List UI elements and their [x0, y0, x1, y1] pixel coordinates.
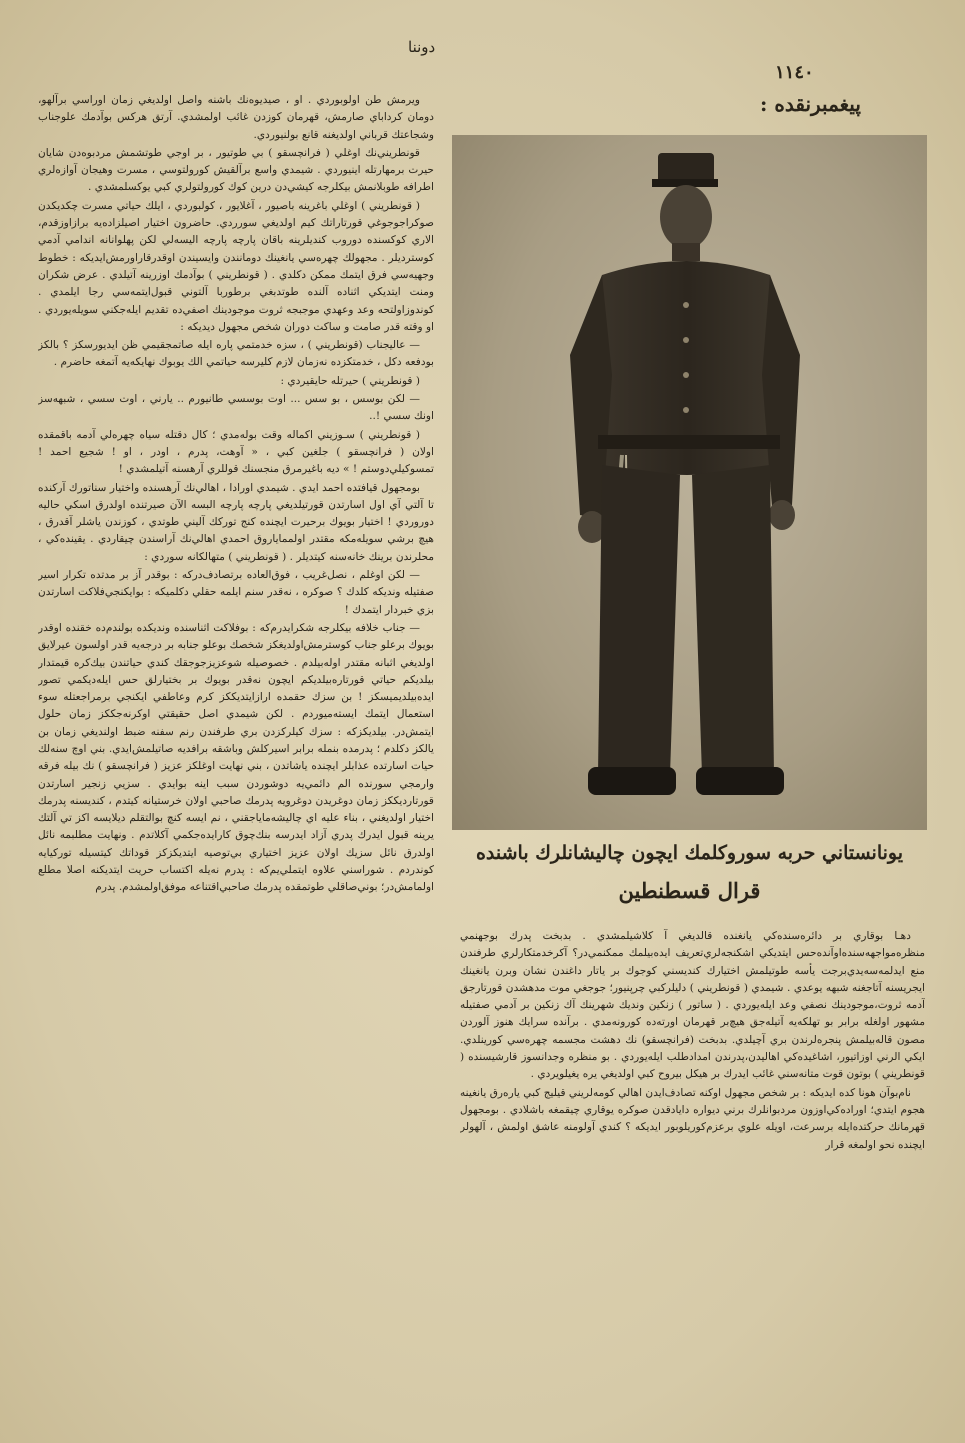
portrait-figure — [452, 135, 927, 830]
paragraph: دهـا بوقاري بر دائره‌سنده‌كي يانغنده قالديغي آ كلاشيلمشدي . بدبخت پدرك بوجهنمي منظره‌مواجهه‌سنده‌اوآنده‌حس ايتديكي اشكنجه‌لري‌تعريف ايده‌بيلمك ممكنمي‌در؟ آكرخدمتكارلري طرفندن منع ايدلمه‌سه‌يدي‌برجت يأسه طوتيلمش اختيارك كنديسني كوجوك بر ياتار داغندن نشان وبرن يانغينك ايجريسنه آتاجغنه شبهه يوعدي . شيمدي ( قونطريني ) دليلركبي چرپنيور؛ جوجغي موت مدهشدن قورتارجق آدمه ثروت،موجودينك نصفي وعد ايله‌يوردي . ( ساتور ) زنكين ونديك شهرينك آك زنكين بر آدمي صفتيله مشهور اولغله برابر بو تهلكه‌يه آتيله‌جق هيچ‌بر قهرمان اورته‌ده كورونه‌مدي . برآنده سرايك هنوز آلوردن مصون قاله‌بيلمش پنجره‌لرندن بري آچيلدي. بدبخت (فرانچسقو) نك دهشت مجسمه چهره‌سي كورينلدي. ايكي الرني اوزاتيور، اشاغيده‌كي اهاليدن،پدرندن امدادطلب ايله‌يوردي . بو منظره وجدانسوز قارشيسنده ( قونطريني ) بوتون قوت متانه‌سني غائب ايدرك بر هيكل بيروح كبي اولديغي يره يغيلويردي . — [460, 930, 925, 1081]
paragraph: ويرمش طن اولوبوردي . او ، صيديوه‌نك باشنه واصل اولديغي زمان اوراسي برآلهو، دومان كرداباي صارمش، قهرمان كوزدن غائب اولمشدي. آرتق هركس بوآدمك علوجناب وشجاعتك قرباني اولديغنه قانع بولنيوردي. — [38, 94, 434, 141]
paragraph: — عاليجناب (قونطريني ) ، سزه خدمتمي پاره ايله صاتمجقيمي ظن ايديورسكز ؟ بالكز بودفعه دكل ، خدمتكزده نه‌زمان لازم كليرسه حياتمي الك يوبوك نهايكه‌يه آتمغه حاضرم . — [38, 339, 434, 369]
trousers — [598, 465, 680, 775]
paragraph: ( قونطريني ) حيرتله حايقيردي : — [280, 374, 420, 387]
cap — [658, 153, 714, 183]
photo-caption-line-2: قرال قسطنطين — [618, 878, 761, 903]
article-title: پيغمبرنقده : — [760, 92, 861, 116]
right-text-column — [460, 928, 925, 1408]
paragraph: — لكن بوسس ، بو سس ... اوت بوسسي طانيورم .. يارني ، اوت سسي ، شبهه‌سز اونك سسي !.. — [38, 393, 434, 423]
paragraph: ( قونطريني ) اوغلي باغرينه باصيور ، آغلايور ، كولبوردي ، ايلك حياتي مسرت چكديكدن صوكراجوجوغي قورتاراتك كيم اولديغي سورردي. حاضرون اختيار اصيلزاده‌يه برازاوزقدم، الاري كوكسنده دوروب كنديلرينه باقان پارچه پارچه اليسه‌لي لكن پهلوانانه اندامي آدمي كوسترديلر . مجهولك چهره‌سي يانغينك دومانندن وايسيندن اوقدرقاراورمش‌ايديكه : خطوط وجهيه‌سي فرق ايتمك ممكن دكلدي . ( قونطريني ) بوآدمك اوزرينه آتيلدي . عرض شكران ومنت ايتديكي اثناده آلنده طوتدبغي برطوربا آلتوني قبول‌ايتمه‌سي رجا ايلمدي . كوندوزاولتحه وعد وعهدي موجبجه ثروت موجودينك اصفي‌ده تقديم ايله‌جكني سويله‌يوردي . او وقته قدر صامت و ساكت دوران شخص مجهول ديديكه : — [38, 199, 434, 333]
left-text-column — [38, 92, 434, 1397]
paragraph: — جناب خلافه بيكلرجه شكرايدرم‌كه : بوفلاكت اثناسنده ونديكده بولندم‌ده خقنده اوقدر بويوك برعلو جناب كوسترمش‌اولديغكز شخصك بوعلو جنابه بر درجه‌يه قدر اولسون عيرلايق اولديغي اثبانه مقتدر اوله‌بيلدم . خصوصيله شوعزيزجوجقك كندي حياتندن بيك‌كره قيمتدار بيلديكم حياتي قورتاره‌بيلديكم ايچون نه‌قدر بويوك بر بختيارلق حس ايله‌ديكمي تصور ايده‌بيلديميسكز ! بن سزك حقمده ارازايتديككز كرم وعاطفي ايكنجي برمراجعتله سوء استعمال ايتمك ايسته‌ميوردم . لكن شيمدي اصل حقيقتي اوكرنه‌جككز زمان حلول ايتمش‌در. بيلديكزكه : سزك كيلركزدن بري طرفندن رنم سفنه ضبط اولنديغي زمان بن يالكز دكلدم ؛ پدرمده بنمله برابر اسيركلش وباشقه برافديه صاتيلمش‌ايدي. بني اوچ سنه‌لك حيات اسارتده عذابلر ايچنده ياشاتدن ، بني نهايت اوغلكز عزيز ( فرانچسقو ) نك بيله فرقه وارمجي سورنده الم دائمي‌يه دوشوردن سبب اينه بوايدي . سزيي زنجير اسارتدن قورتارديككز زمان دوغريدن دوغرويه پدرمك صاحبي اولان خرستيانه كيتدم ، كنديسنه پدرمك اختيار اولديغني ، بناء عليه اي چاليشه‌ماياجقني ، نم ايسه كنچ بوالتقلم ديلايسه اكز تي آلتك يرينه قبول ايدرك پدري آزاد ايدرسه بنك‌چوق كارايده‌جكمي آكلاتدم . ونهايت مطلبمه نائل اولدرق نائل سزيك اولان عزيز اختياري بي‌توصيه ايتديكزكز قوداتك كيتسيله توركيايه كوندردم . شوراسني علاوه ايتملي‌يم‌كه : پدرم نه‌يله اكتساب حريت ايتديكنه اصلا مطلع اولمامش‌در؛ بوني‌صاقلي طوتمقده پدرمك صاحبي‌اقتناعه موفق‌اولمشدم. پدرم — [38, 621, 434, 894]
photo-caption-line-1: يونانستاني حربه سوروكلمك ايچون چاليشانلرك باشنده — [475, 842, 904, 864]
paragraph: — لكن اوغلم ، نصل‌غريب ، فوق‌العاده برتصادف‌دركه : بوقدر آز بر مدتده تكرار اسير صفتيله ونديكه كلدك ؟ صوكره ، نه‌قدر سنم ايلمه حقلي دكلميكه : بوايكنجي‌فلاكت اسارتدن بزي خبردار ايتمدك ! — [38, 569, 434, 616]
officer-portrait-photo — [452, 135, 927, 830]
page-number: ١١٤٠ — [775, 62, 814, 83]
running-title: دوننا — [408, 38, 436, 56]
face — [660, 185, 712, 249]
paragraph: نام‌بوآن هونا كده ايديكه : بر شخص مجهول اوكنه تصادف‌ايدن اهالي كومه‌لريني قيليج كبي ياره‌رق يانغينه هجوم ايتدي؛ اوراده‌كي‌اوزون مردبوانلرك برني ديواره دايادقدن صوكره يوقاري چيقمغه باشلادي . بومجهول قهرمانك حركتده‌ايله برسرعت، اويله علوي برعزم‌كوريلوبور ايديكه‌ ؟ كندي آولومنه عاشق اولمش ، آلهولر ايچنده نحو اولمغه قرار — [460, 1086, 925, 1151]
paragraph: بومجهول قيافتده احمد ايدي . شيمدي اورادا ، اهالي‌نك آرهسنده واختيار سناتورك آركنده تا آلتي آي اول اسارتدن قورتيلديغي پارچه پارچه البسه الآن صيرتنده اولدرق اسكي حاليه دوروردي ! اختيار بويوك برحيرت ايچنده كنج توركك آليني طوتدي ، كوزندن ياشلر آقدرق ، هيچ برشي سويله‌مكه مقتدر اولمماياروق احمدي اهالي‌نك آراسندن چيقاردي . يقينده‌كي ، محلرندن برينك خانه‌سنه كيتديلر . ( قونطريني ) متهالكانه سوردي : — [38, 481, 434, 563]
paragraph: قونطريني‌نك اوغلي ( فرانچسقو ) بي طوتيور ، بر اوجي طوتشمش مردبوه‌دن شايان حيرت برمهارتله اينيوردي . شيمدي واسع برآلقيش كورولتوسي ، مسرت وهيجان آوازه‌لري اطرافه طوبلانمش بيكلرجه كيشي‌دن درين كوك كورولتولري كبي يوكسلمشدي . — [38, 146, 434, 194]
paragraph: ( قونطريني ) سـوزيني اكماله وقت بوله‌مدي ؛ كال دقتله سياه چهره‌لي آدمه باقمقده اولان ( فرانچسقو ) جلغين كبي ، « آوهت، پدرم ، اودر ، او ! شجيع احمد ! تمسوكيلي‌دوستم ! » ديه باغيرمرق منجسنك قوللري آرهسنه آتيلمشدي ! — [38, 428, 434, 476]
